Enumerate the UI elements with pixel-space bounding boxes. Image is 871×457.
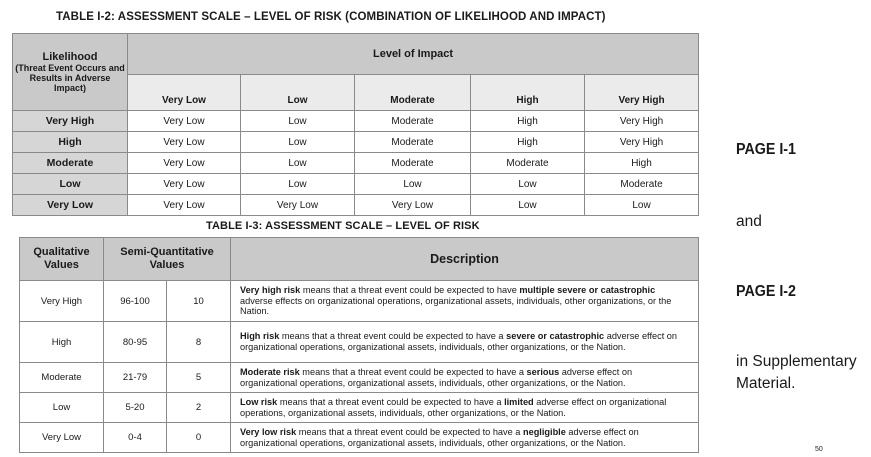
risk-level-cell: High: [585, 153, 699, 174]
risk-level-cell: Moderate: [355, 132, 471, 153]
risk-level-cell: Very Low: [128, 111, 241, 132]
description-bold-text: serious: [526, 366, 560, 377]
table-row: [20, 281, 699, 322]
description-bold-text: multiple severe or catastrophic: [519, 284, 656, 295]
description-text: adverse effects on organizational operations, organizational assets, individuals, other organizations, or the Nation.: [240, 295, 672, 317]
risk-level-cell: Very High: [585, 132, 699, 153]
table-row: [13, 174, 699, 195]
description-bold-text: negligible: [522, 426, 566, 437]
description-cell: [231, 322, 699, 363]
risk-level-cell: Low: [241, 153, 355, 174]
semi-quantitative-range-cell: 21-79: [104, 363, 167, 393]
risk-combination-body: [13, 111, 699, 216]
page-number: 50: [815, 446, 823, 453]
impact-level-header: Moderate: [355, 75, 471, 111]
description-cell: [231, 281, 699, 322]
description-bold-text: limited: [504, 396, 534, 407]
description-bold-text: Low risk: [240, 396, 278, 407]
risk-level-cell: Low: [585, 195, 699, 216]
description-bold-text: Very low risk: [240, 426, 297, 437]
description-text: means that a threat event could be expected to have a: [299, 366, 527, 377]
description-text: means that a threat event could be expected to have a: [279, 331, 507, 342]
qualitative-value-cell: Very Low: [20, 423, 104, 453]
semi-quantitative-score-cell: 0: [167, 423, 231, 453]
description-cell: [231, 393, 699, 423]
table-i2-caption: TABLE I-2: ASSESSMENT SCALE – LEVEL OF RISK (COMBINATION OF LIKELIHOOD AND IMPACT): [56, 11, 606, 23]
semi-quantitative-range-cell: 5-20: [104, 393, 167, 423]
impact-level-header: Very High: [585, 75, 699, 111]
risk-level-cell: Very High: [585, 111, 699, 132]
supplementary-label-line2: Material.: [736, 375, 796, 392]
table-row: [20, 393, 699, 423]
risk-level-cell: Moderate: [355, 153, 471, 174]
qualitative-value-cell: Low: [20, 393, 104, 423]
description-text: means that a threat event could be expected to have a: [296, 426, 523, 437]
impact-header: Level of Impact: [128, 34, 699, 75]
likelihood-header-subtitle: (Threat Event Occurs and Results in Adverse Impact): [15, 63, 125, 93]
qualitative-values-header: Qualitative Values: [20, 238, 104, 281]
risk-level-cell: Low: [355, 174, 471, 195]
risk-level-cell: Low: [471, 195, 585, 216]
risk-level-cell: High: [471, 111, 585, 132]
table-row: [13, 153, 699, 174]
description-text: adverse effect on organizational operations, organizational assets, individuals, other organizations, or the Nation.: [240, 396, 667, 418]
semi-quantitative-range-cell: 0-4: [104, 423, 167, 453]
description-header: Description: [231, 238, 699, 281]
impact-level-header: Low: [241, 75, 355, 111]
risk-level-cell: Low: [471, 174, 585, 195]
description-bold-text: severe or catastrophic: [506, 331, 605, 342]
description-cell: [231, 423, 699, 453]
page-i2-label: PAGE I-2: [736, 283, 796, 300]
risk-level-cell: Very Low: [128, 132, 241, 153]
semi-quantitative-values-header: Semi-Quantitative Values: [104, 238, 231, 281]
risk-level-cell: High: [471, 132, 585, 153]
qualitative-value-cell: Very High: [20, 281, 104, 322]
description-text: means that a threat event could be expected to have a: [277, 396, 505, 407]
supplementary-label-line1: in Supplementary: [736, 353, 857, 370]
semi-quantitative-range-cell: 96-100: [104, 281, 167, 322]
page-i1-label: PAGE I-1: [736, 141, 796, 158]
table-row: [13, 111, 699, 132]
likelihood-cell: Moderate: [13, 153, 128, 174]
description-text: adverse effect on organizational operations, organizational assets, individuals, other organizations, or the Nation.: [240, 426, 639, 448]
description-bold-text: Moderate risk: [240, 366, 300, 377]
description-text: means that a threat event could be expected to have: [300, 284, 520, 295]
likelihood-header-title: Likelihood: [42, 51, 98, 63]
risk-level-cell: Low: [241, 111, 355, 132]
likelihood-cell: Very High: [13, 111, 128, 132]
description-text: adverse effect on organizational operations, organizational assets, individuals, other organizations, or the Nation.: [240, 331, 678, 352]
description-cell: [231, 363, 699, 393]
semi-quantitative-score-cell: 10: [167, 281, 231, 322]
impact-level-header: Very Low: [128, 75, 241, 111]
and-label: and: [736, 213, 762, 230]
table-row: [13, 132, 699, 153]
semi-quantitative-range-cell: 80-95: [104, 322, 167, 363]
risk-level-cell: Very Low: [355, 195, 471, 216]
description-bold-text: Very high risk: [240, 284, 301, 295]
risk-level-cell: Very Low: [128, 195, 241, 216]
risk-level-cell: Low: [241, 132, 355, 153]
description-text: adverse effect on organizational operations, organizational assets, individuals, other organizations, or the Nation.: [240, 366, 633, 388]
table-row: [13, 195, 699, 216]
likelihood-header: [13, 34, 128, 111]
risk-level-cell: Very Low: [128, 153, 241, 174]
table-row: [20, 322, 699, 363]
likelihood-cell: Low: [13, 174, 128, 195]
risk-combination-table: [12, 33, 699, 216]
table-row: [20, 363, 699, 393]
semi-quantitative-score-cell: 8: [167, 322, 231, 363]
likelihood-cell: High: [13, 132, 128, 153]
risk-level-cell: Low: [241, 174, 355, 195]
risk-level-cell: Very Low: [241, 195, 355, 216]
qualitative-value-cell: Moderate: [20, 363, 104, 393]
likelihood-cell: Very Low: [13, 195, 128, 216]
risk-level-cell: Moderate: [471, 153, 585, 174]
risk-level-cell: Moderate: [585, 174, 699, 195]
risk-level-body: [20, 281, 699, 453]
semi-quantitative-score-cell: 2: [167, 393, 231, 423]
semi-quantitative-score-cell: 5: [167, 363, 231, 393]
risk-level-cell: Moderate: [355, 111, 471, 132]
table-i3-caption: TABLE I-3: ASSESSMENT SCALE – LEVEL OF RISK: [206, 220, 480, 232]
risk-level-cell: Very Low: [128, 174, 241, 195]
impact-level-header: High: [471, 75, 585, 111]
description-bold-text: High risk: [240, 331, 280, 342]
table-row: [20, 423, 699, 453]
qualitative-value-cell: High: [20, 322, 104, 363]
risk-level-table: [19, 237, 699, 453]
